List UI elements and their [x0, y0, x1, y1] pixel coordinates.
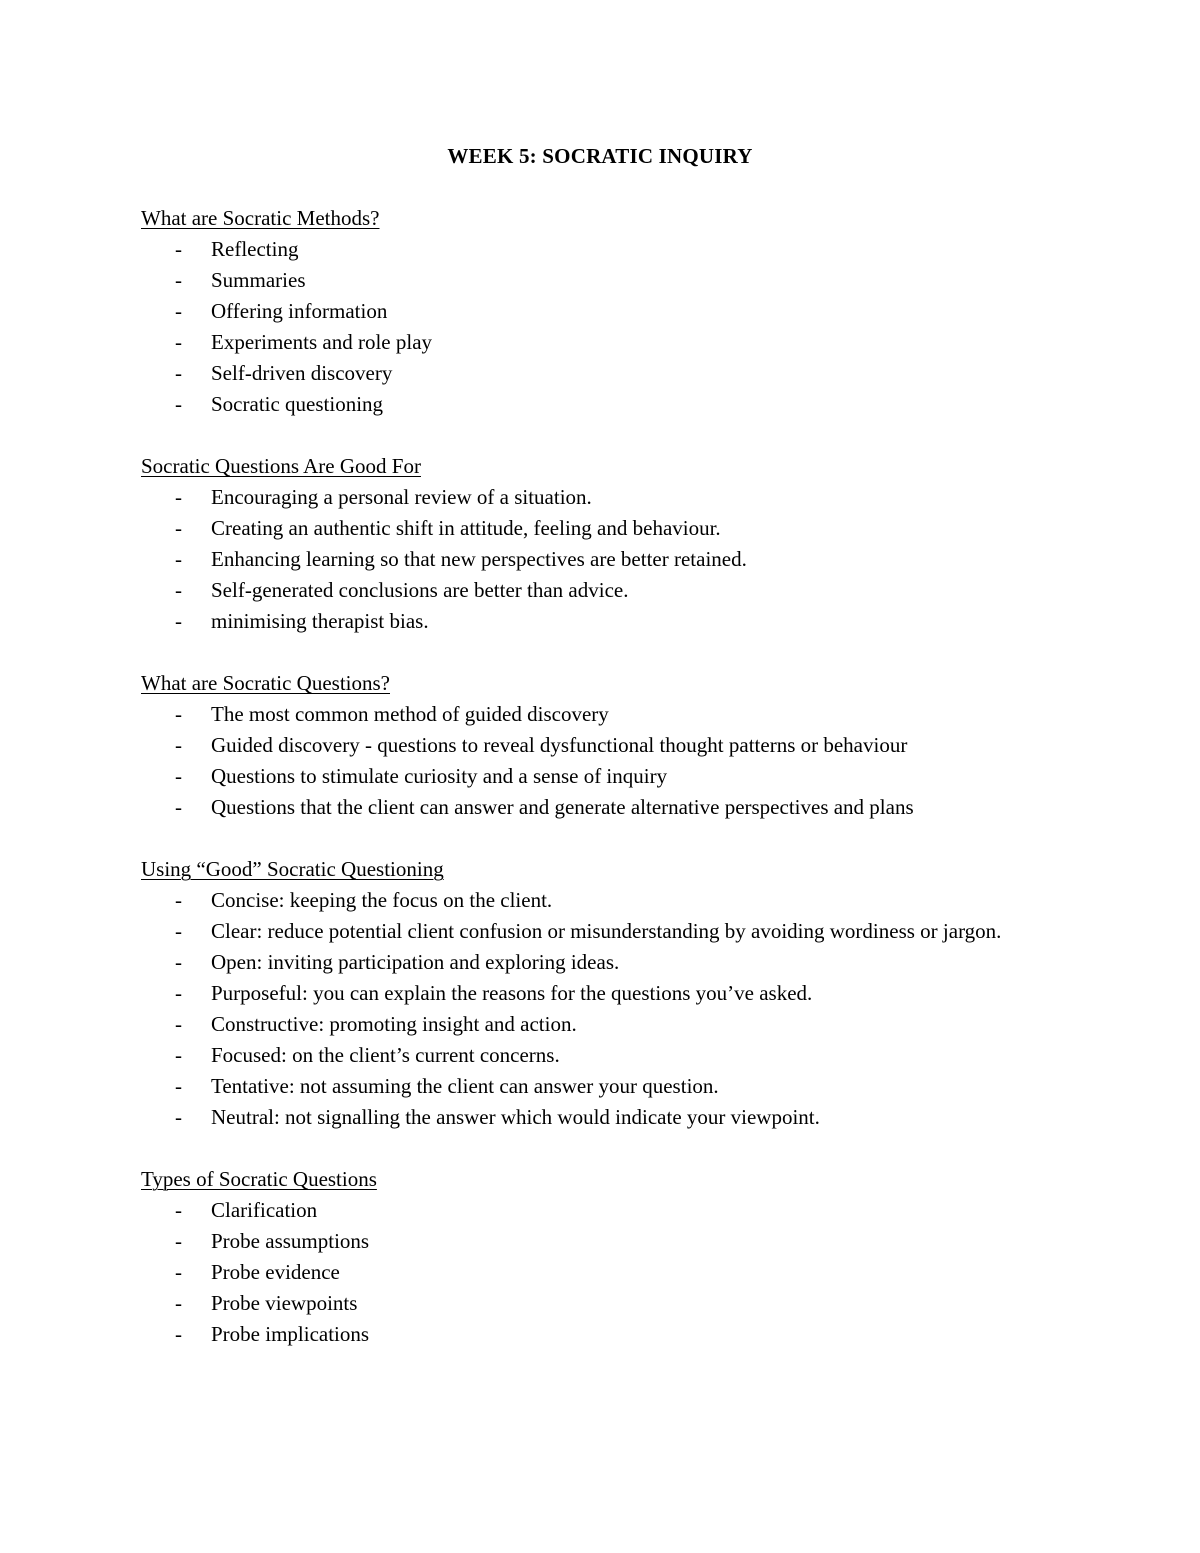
list-item: [141, 1071, 1041, 1102]
bullet-dash: -: [175, 485, 182, 509]
section-heading: What are Socratic Questions?: [141, 671, 390, 695]
list-item: [141, 1226, 1041, 1257]
bullet-dash: -: [175, 609, 182, 633]
list-item-text: Open: inviting participation and exploring ideas.: [211, 950, 620, 974]
list-item: [141, 978, 1041, 1009]
list-item: [141, 234, 1041, 265]
bullet-dash: -: [175, 702, 182, 726]
list-item-text: minimising therapist bias.: [211, 609, 429, 633]
bullet-dash: -: [175, 888, 182, 912]
list-item-text: Summaries: [211, 268, 306, 292]
section-socratic-questions: [141, 668, 1041, 823]
list-item-text: Tentative: not assuming the client can answer your question.: [211, 1074, 719, 1098]
bullet-dash: -: [175, 733, 182, 757]
list-item: [141, 327, 1041, 358]
bullet-dash: -: [175, 1260, 182, 1284]
list-item: [141, 1102, 1041, 1133]
list-item-text: Concise: keeping the focus on the client.: [211, 888, 553, 912]
bullet-dash: -: [175, 919, 182, 943]
section-good-for: [141, 451, 1041, 637]
bullet-dash: -: [175, 392, 182, 416]
bullet-dash: -: [175, 330, 182, 354]
list-item: [141, 482, 1041, 513]
list-item: [141, 575, 1041, 606]
bullet-dash: -: [175, 981, 182, 1005]
list-item-text: Creating an authentic shift in attitude, feeling and behaviour.: [211, 516, 721, 540]
bullet-dash: -: [175, 1198, 182, 1222]
bullet-list: [141, 234, 1041, 420]
bullet-dash: -: [175, 1012, 182, 1036]
bullet-dash: -: [175, 237, 182, 261]
list-item-text: Guided discovery - questions to reveal dysfunctional thought patterns or behaviour: [211, 733, 908, 757]
list-item-text: Self-driven discovery: [211, 361, 393, 385]
list-item: [141, 358, 1041, 389]
list-item-text: Clarification: [211, 1198, 318, 1222]
list-item: [141, 513, 1041, 544]
bullet-list: [141, 885, 1041, 1133]
list-item: [141, 606, 1041, 637]
list-item-text: Offering information: [211, 299, 388, 323]
bullet-dash: -: [175, 547, 182, 571]
list-item-text: Probe viewpoints: [211, 1291, 358, 1315]
bullet-dash: -: [175, 795, 182, 819]
list-item: [141, 885, 1041, 916]
list-item: [141, 544, 1041, 575]
list-item-text: Clear: reduce potential client confusion or misunderstanding by avoiding wordiness or jargon.: [211, 919, 1002, 943]
section-heading: What are Socratic Methods?: [141, 206, 380, 230]
bullet-dash: -: [175, 299, 182, 323]
section-socratic-methods: [141, 203, 1041, 420]
list-item-text: Self-generated conclusions are better than advice.: [211, 578, 629, 602]
bullet-dash: -: [175, 1229, 182, 1253]
list-item-text: Probe assumptions: [211, 1229, 370, 1253]
bullet-dash: -: [175, 1043, 182, 1067]
section-heading: Socratic Questions Are Good For: [141, 454, 421, 478]
list-item-text: Focused: on the client’s current concerns.: [211, 1043, 560, 1067]
list-item-text: Experiments and role play: [211, 330, 433, 354]
list-item: [141, 1195, 1041, 1226]
bullet-dash: -: [175, 516, 182, 540]
list-item-text: Questions that the client can answer and generate alternative perspectives and plans: [211, 795, 914, 819]
bullet-dash: -: [175, 578, 182, 602]
section-question-types: [141, 1164, 1041, 1350]
list-item: [141, 947, 1041, 978]
list-item-text: Reflecting: [211, 237, 299, 261]
bullet-dash: -: [175, 1322, 182, 1346]
list-item-text: The most common method of guided discovery: [211, 702, 609, 726]
list-item: [141, 1040, 1041, 1071]
list-item-text: Purposeful: you can explain the reasons for the questions you’ve asked.: [211, 981, 813, 1005]
list-item: [141, 792, 1041, 823]
list-item-text: Encouraging a personal review of a situation.: [211, 485, 592, 509]
list-item: [141, 1319, 1041, 1350]
section-heading: Types of Socratic Questions: [141, 1167, 377, 1191]
bullet-list: [141, 699, 1041, 823]
bullet-dash: -: [175, 764, 182, 788]
bullet-dash: -: [175, 1105, 182, 1129]
list-item-text: Enhancing learning so that new perspectives are better retained.: [211, 547, 747, 571]
list-item: [141, 389, 1041, 420]
bullet-dash: -: [175, 1074, 182, 1098]
list-item: [141, 730, 1041, 761]
bullet-list: [141, 482, 1041, 637]
list-item-text: Probe implications: [211, 1322, 370, 1346]
list-item: [141, 916, 1041, 947]
list-item-text: Socratic questioning: [211, 392, 384, 416]
section-good-questioning: [141, 854, 1041, 1133]
document-body: [141, 203, 1041, 1381]
list-item: [141, 699, 1041, 730]
list-item: [141, 1257, 1041, 1288]
page-title: WEEK 5: SOCRATIC INQUIRY: [447, 144, 753, 168]
bullet-dash: -: [175, 268, 182, 292]
list-item: [141, 296, 1041, 327]
bullet-list: [141, 1195, 1041, 1350]
list-item-text: Constructive: promoting insight and action.: [211, 1012, 577, 1036]
bullet-dash: -: [175, 361, 182, 385]
bullet-dash: -: [175, 1291, 182, 1315]
section-heading: Using “Good” Socratic Questioning: [141, 857, 444, 881]
list-item-text: Neutral: not signalling the answer which would indicate your viewpoint.: [211, 1105, 820, 1129]
list-item: [141, 1009, 1041, 1040]
list-item-text: Probe evidence: [211, 1260, 340, 1284]
bullet-dash: -: [175, 950, 182, 974]
list-item: [141, 761, 1041, 792]
list-item-text: Questions to stimulate curiosity and a sense of inquiry: [211, 764, 668, 788]
list-item: [141, 265, 1041, 296]
list-item: [141, 1288, 1041, 1319]
